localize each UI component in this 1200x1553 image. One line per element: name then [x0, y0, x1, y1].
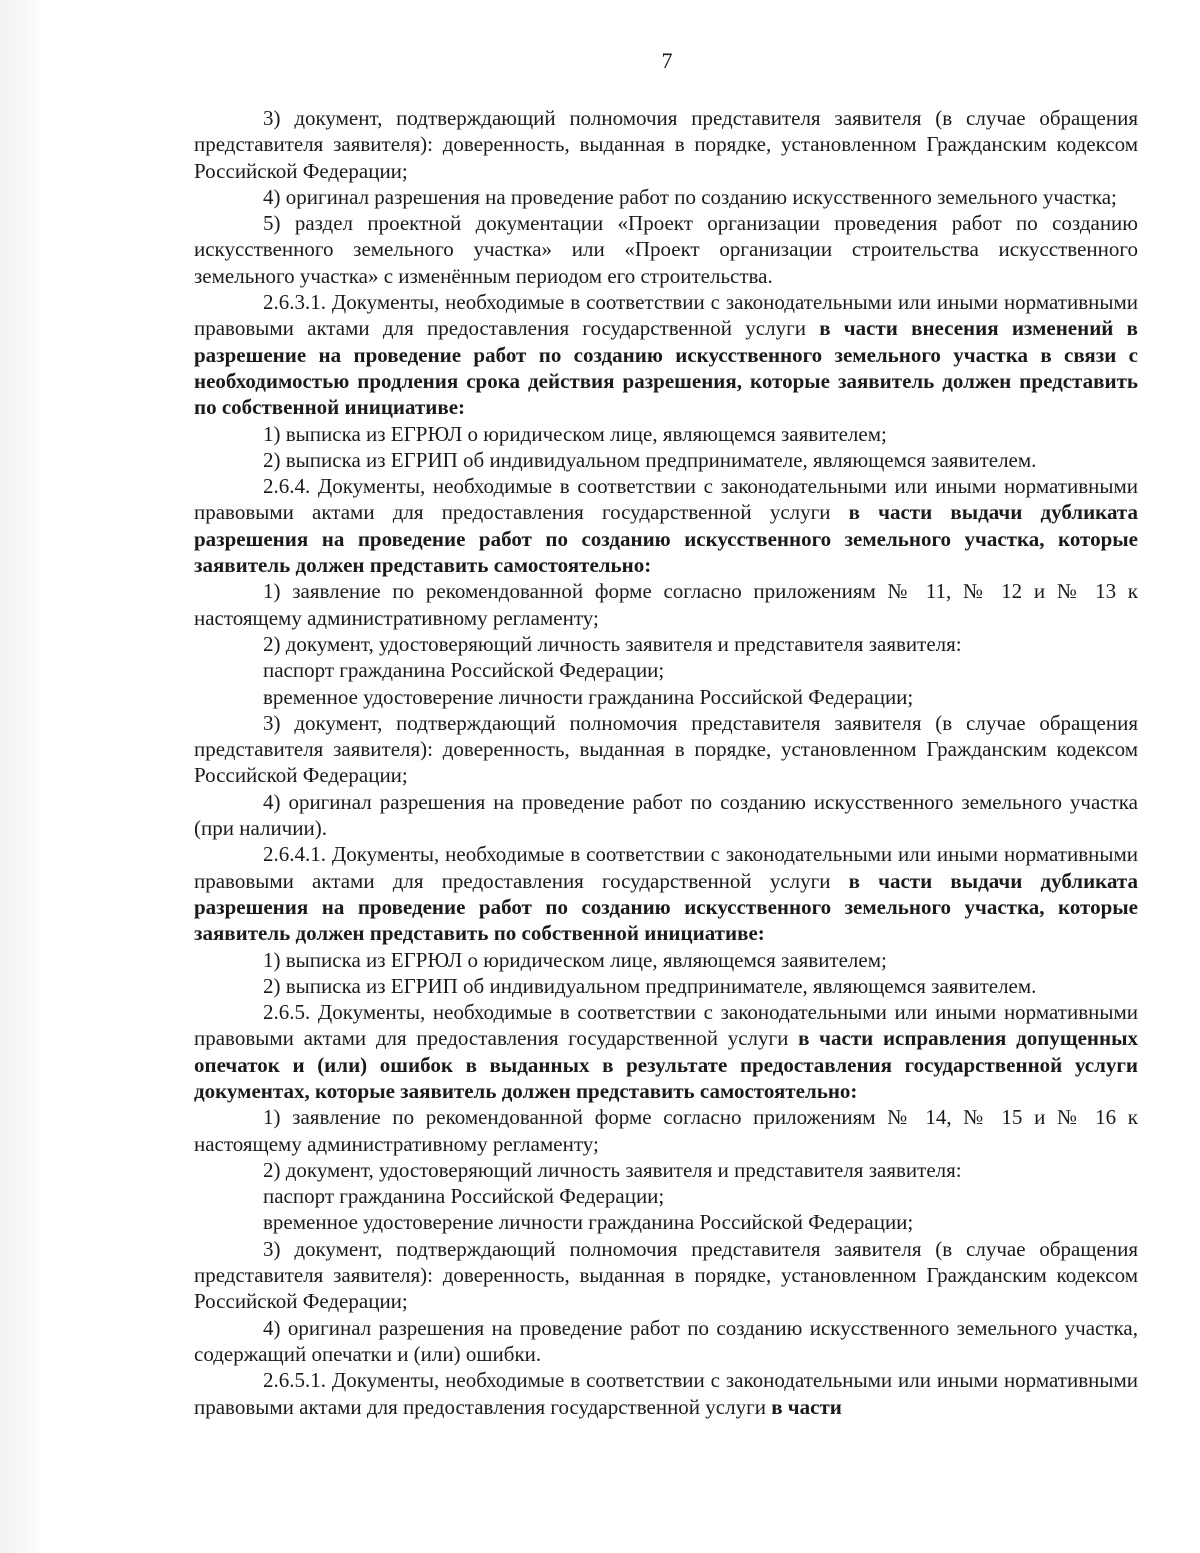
paragraph: [194, 1183, 1138, 1209]
paragraph: [194, 973, 1138, 999]
paragraph-text: 3) документ, подтверждающий полномочия представителя заявителя (в случае обращения представителя заявителя): доверенность, выданная в порядке, установленном Гражданским кодексом Российской Федерации;: [194, 106, 1138, 183]
paragraph-text: 2) выписка из ЕГРИП об индивидуальном предпринимателе, являющемся заявителем.: [263, 973, 1037, 998]
page-number: 7: [661, 48, 673, 73]
paragraph: [194, 631, 1138, 657]
paragraph-bold-text: в части внесения изменений в разрешение на проведение работ по созданию искусственного земельного участка в связи с необходимостью продления срока действия разрешения, которые заявитель должен представить по собственной инициативе:: [194, 316, 1138, 420]
paragraph: [194, 657, 1138, 683]
paragraph: [194, 447, 1138, 473]
paragraph-text: 2.6.4. Документы, необходимые в соответствии с законодательными или иными нормативными правовыми актами для предоставления государственной услуги: [194, 474, 1138, 525]
document-body: [194, 105, 1138, 1420]
paragraph-text: 1) заявление по рекомендованной форме согласно приложениям № 14, № 15 и № 16 к настоящему административному регламенту;: [194, 1105, 1138, 1156]
paragraph: [194, 1104, 1138, 1157]
paragraph-text: 2.6.5. Документы, необходимые в соответствии с законодательными или иными нормативными правовыми актами для предоставления государственной услуги: [194, 1000, 1138, 1051]
paragraph-bold-text: в части исправления допущенных опечаток и (или) ошибок в выданных в результате предоставления государственной услуги документах, которые заявитель должен представить самостоятельно:: [194, 1026, 1138, 1103]
paragraph-text: 1) выписка из ЕГРЮЛ о юридическом лице, являющемся заявителем;: [263, 947, 887, 972]
paragraph-bold-text: в части выдачи дубликата разрешения на проведение работ по созданию искусственного земельного участка, которые заявитель должен представить по собственной инициативе:: [194, 868, 1138, 946]
paragraph: [194, 1157, 1138, 1183]
paragraph: [194, 289, 1138, 420]
paragraph-text: 3) документ, подтверждающий полномочия представителя заявителя (в случае обращения представителя заявителя): доверенность, выданная в порядке, установленном Гражданским кодексом Российской Федерации;: [194, 710, 1138, 788]
paragraph-text: временное удостоверение личности гражданина Российской Федерации;: [263, 1210, 914, 1235]
paragraph-text: 2) документ, удостоверяющий личность заявителя и представителя заявителя:: [263, 631, 962, 656]
paragraph-bold-text: в части выдачи дубликата разрешения на проведение работ по созданию искусственного земельного участка, которые заявитель должен представить самостоятельно:: [194, 500, 1138, 578]
paragraph-text: временное удостоверение личности гражданина Российской Федерации;: [263, 684, 914, 709]
paragraph-bold-text: в части: [771, 1394, 842, 1419]
paragraph: [194, 421, 1138, 447]
paragraph: [194, 210, 1138, 289]
paragraph-text: 1) выписка из ЕГРЮЛ о юридическом лице, являющемся заявителем;: [263, 421, 887, 446]
paragraph-text: паспорт гражданина Российской Федерации;: [263, 1184, 665, 1209]
paragraph-text: паспорт гражданина Российской Федерации;: [263, 658, 665, 683]
paragraph: [194, 841, 1138, 946]
paragraph: [194, 710, 1138, 789]
paragraph-text: 3) документ, подтверждающий полномочия представителя заявителя (в случае обращения представителя заявителя): доверенность, выданная в порядке, установленном Гражданским кодексом Российской Федерации;: [194, 1236, 1138, 1314]
paragraph: [194, 1236, 1138, 1315]
paragraph-text: 2.6.3.1. Документы, необходимые в соответствии с законодательными или иными нормативными правовыми актами для предоставления государственной услуги: [194, 290, 1138, 341]
paragraph: [194, 578, 1138, 631]
paragraph: [194, 999, 1138, 1104]
paragraph-text: 4) оригинал разрешения на проведение работ по созданию искусственного земельного участка (при наличии).: [194, 789, 1138, 841]
paragraph-text: 2.6.5.1. Документы, необходимые в соответствии с законодательными или иными нормативными правовыми актами для предоставления государственной услуги: [194, 1368, 1138, 1419]
paragraph-text: 2) выписка из ЕГРИП об индивидуальном предпринимателе, являющемся заявителем.: [263, 447, 1037, 472]
scan-edge-shadow: [0, 0, 42, 1553]
paragraph-text: 4) оригинал разрешения на проведение работ по созданию искусственного земельного участка, содержащий опечатки и (или) ошибки.: [194, 1315, 1138, 1366]
paragraph: [194, 1367, 1138, 1420]
paragraph: [194, 184, 1138, 210]
paragraph: [194, 684, 1138, 710]
paragraph-text: 4) оригинал разрешения на проведение работ по созданию искусственного земельного участка;: [263, 184, 1117, 209]
paragraph-text: 5) раздел проектной документации «Проект организации проведения работ по созданию искусственного земельного участка» или «Проект организации строительства искусственного земельного участка» с изменённым периодом его строительства.: [194, 211, 1138, 288]
paragraph: [194, 1315, 1138, 1368]
paragraph-text: 2) документ, удостоверяющий личность заявителя и представителя заявителя:: [263, 1157, 962, 1182]
paragraph-text: 1) заявление по рекомендованной форме согласно приложениям № 11, № 12 и № 13 к настоящему административному регламенту;: [194, 579, 1138, 630]
paragraph: [194, 1209, 1138, 1235]
paragraph: [194, 947, 1138, 973]
paragraph: [194, 473, 1138, 578]
paragraph: [194, 789, 1138, 842]
paragraph-text: 2.6.4.1. Документы, необходимые в соответствии с законодательными или иными нормативными правовыми актами для предоставления государственной услуги: [194, 842, 1138, 893]
paragraph: [194, 105, 1138, 184]
